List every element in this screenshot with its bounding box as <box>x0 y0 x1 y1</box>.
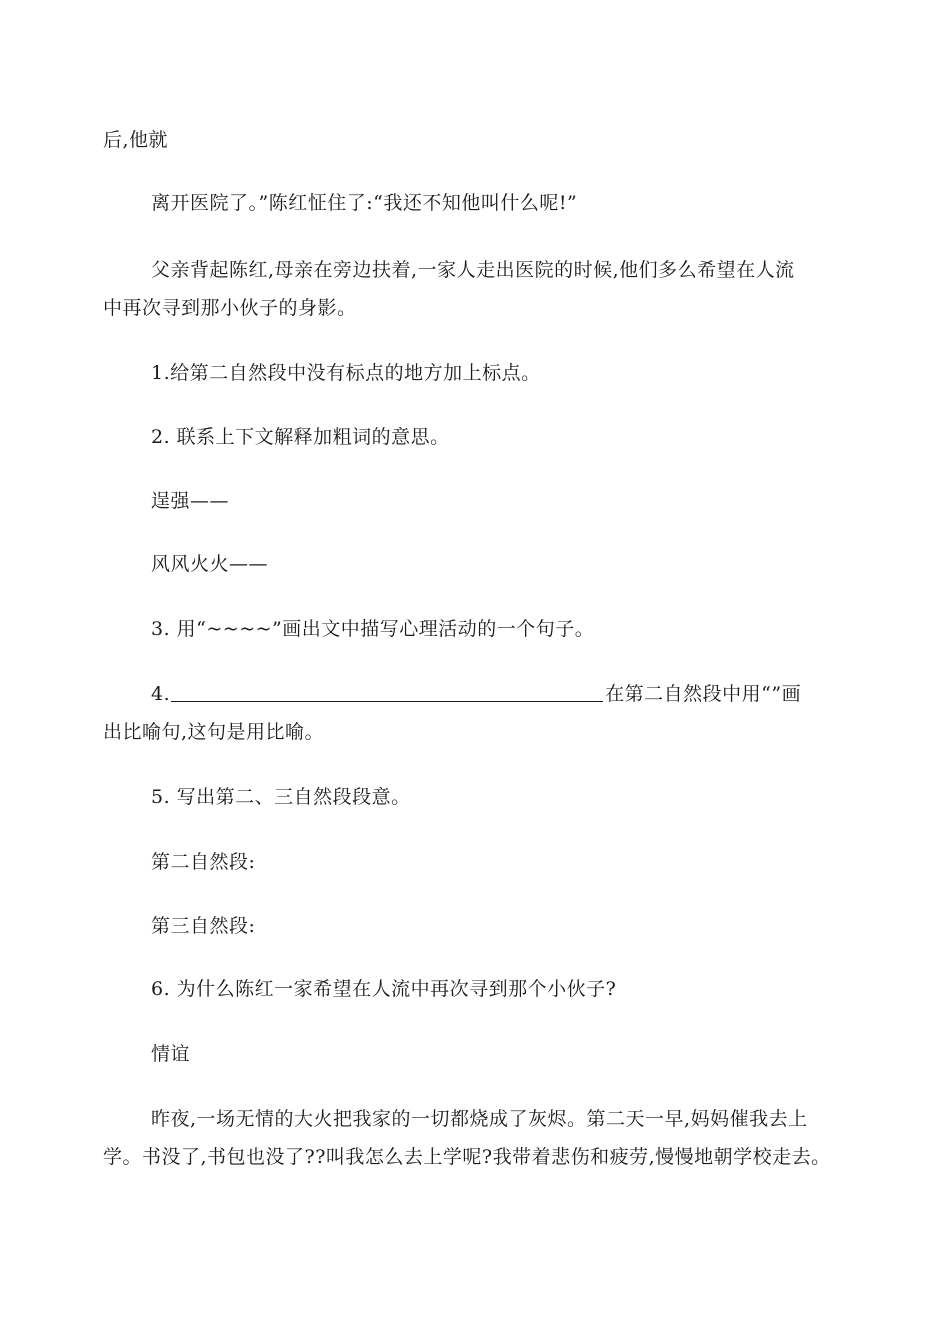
question-5-para-2: 第二自然段: <box>151 851 256 873</box>
question-4-number: 4. <box>151 683 171 705</box>
text-line: 后,他就 <box>103 129 169 151</box>
question-4 <box>151 681 801 707</box>
answer-blank[interactable] <box>171 681 603 702</box>
question-2-term-b: 风风火火—— <box>151 553 269 575</box>
question-4-continued: 出比喻句,这句是用比喻。 <box>103 721 325 743</box>
text-line: 离开医院了。”陈红怔住了:“我还不知他叫什么呢!” <box>151 192 578 214</box>
question-3: 3. 用“~~~~”画出文中描写心理活动的一个句子。 <box>151 618 595 640</box>
question-2: 2. 联系上下文解释加粗词的意思。 <box>151 426 450 448</box>
question-4-text: 在第二自然段中用“”画 <box>605 683 802 705</box>
question-5: 5. 写出第二、三自然段段意。 <box>151 786 411 808</box>
text-line: 父亲背起陈红,母亲在旁边扶着,一家人走出医院的时候,他们多么希望在人流 <box>151 259 795 281</box>
question-5-para-3: 第三自然段: <box>151 915 256 937</box>
section-title: 情谊 <box>151 1043 191 1065</box>
text-line: 学。书没了,书包也没了??叫我怎么去上学呢?我带着悲伤和疲劳,慢慢地朝学校走去。 <box>103 1146 831 1168</box>
question-2-term-a: 逞强—— <box>151 490 230 512</box>
text-line: 中再次寻到那小伙子的身影。 <box>103 297 357 319</box>
question-6: 6. 为什么陈红一家希望在人流中再次寻到那个小伙子? <box>151 978 617 1000</box>
question-1: 1.给第二自然段中没有标点的地方加上标点。 <box>151 362 541 384</box>
text-line: 昨夜,一场无情的大火把我家的一切都烧成了灰烬。第二天一早,妈妈催我去上 <box>151 1108 808 1130</box>
